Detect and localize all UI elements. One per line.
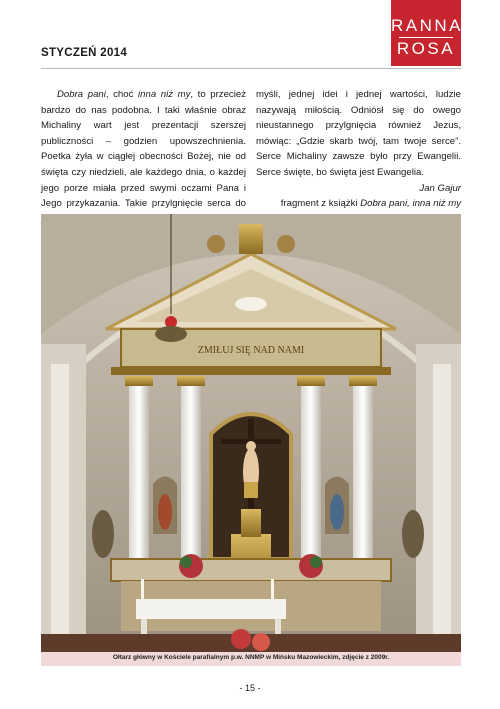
source-note — [256, 196, 461, 212]
text-run: , to przecież bardzo do nas podobna. I taki właśnie obraz Michaliny wart jest prezentacji szerszej publiczności – godzien upowszechnienia. Poetka żyła w ciągłej obecności Bożej, nie od święta czy niedzieli, ale każdego dnia, o każdej jego porze miała przed swymi oczami Pana i Jego przykazania. Takie przylgnięcie serca do — [41, 89, 246, 210]
text-run: , choć — [105, 89, 139, 100]
logo-line1: RANNA — [391, 16, 464, 35]
paragraph-left — [41, 87, 246, 227]
italic-title: inna niż my — [138, 89, 191, 100]
source-text: fragment z książki — [280, 198, 361, 210]
text-column-right — [256, 87, 461, 212]
logo-line2: ROSA — [396, 39, 456, 58]
text-column-left — [41, 87, 246, 227]
logo-divider — [399, 37, 453, 38]
page-header-title: STYCZEŃ 2014 — [41, 47, 128, 59]
header-divider — [41, 68, 461, 69]
paragraph-right: myśli, jednej idei i jednej wartości, ludzie nazywają miłością. Odniósł się do owego nieustannego przylgnięcia również Jezus, mówiąc: „Gdzie skarb twój, tam twoje serce”. Serce Michaliny zawsze było przy Ewangelii. Serce święte, bo święta jest Ewangelia. — [256, 89, 461, 178]
altar-illustration — [41, 214, 461, 652]
author-signature: Jan Gajur — [419, 182, 461, 194]
photo-caption: Ołtarz główny w Kościele parafialnym p.w. NNMP w Mińsku Mazowieckim, zdjęcie z 2009r. — [112, 654, 390, 661]
altar-banner-text: ZMIŁUJ SIĘ NAD NAMI — [197, 345, 305, 356]
altar-photo — [41, 214, 461, 652]
source-book-title: Dobra pani, inna niż my — [360, 198, 461, 210]
page-number: - 15 - — [239, 683, 261, 693]
italic-title: Dobra pani — [57, 89, 106, 100]
magazine-logo — [391, 0, 464, 66]
caption-bar — [41, 652, 461, 666]
